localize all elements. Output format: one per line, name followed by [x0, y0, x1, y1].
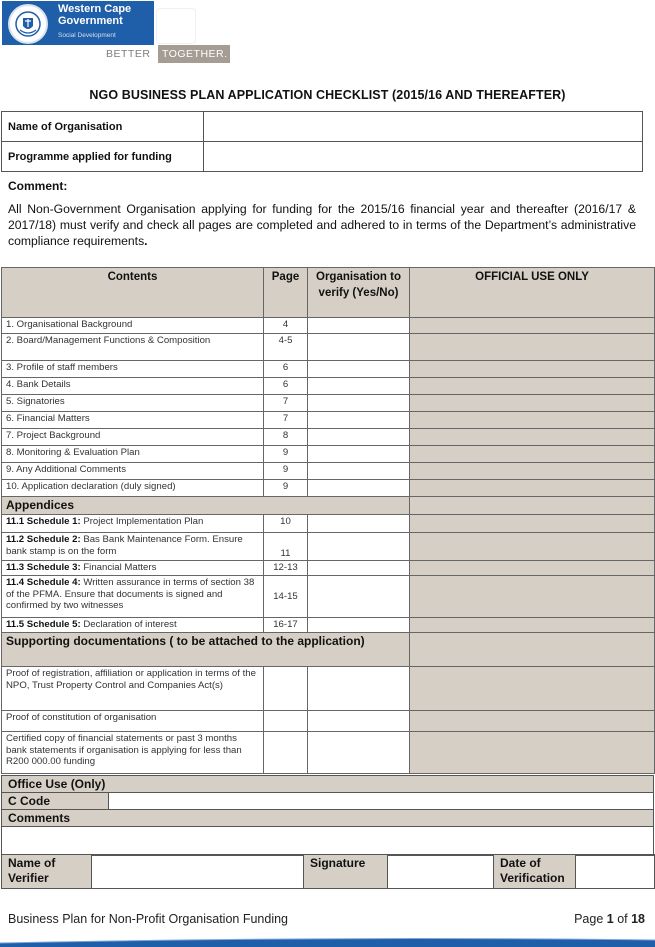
checklist-table: [1, 267, 655, 774]
header-page: Page: [264, 268, 308, 318]
government-logo: [2, 1, 154, 45]
appendix-label: 11.3 Schedule 3:: [6, 562, 81, 573]
appendix-text: [2, 515, 264, 533]
item-page: 4: [264, 318, 308, 334]
table-row: [2, 446, 655, 463]
item-page: 9: [264, 446, 308, 463]
government-name-line2: Government: [58, 15, 123, 27]
header-official-use: OFFICIAL USE ONLY: [410, 268, 655, 318]
item-text: 3. Profile of staff members: [2, 361, 264, 378]
verifier-name-field[interactable]: [92, 855, 304, 889]
appendices-section-row: [2, 497, 655, 515]
verification-date-field[interactable]: [576, 855, 655, 889]
table-row: [2, 561, 655, 576]
office-use-section: [1, 775, 654, 856]
verify-cell[interactable]: [308, 576, 410, 618]
item-text: 4. Bank Details: [2, 378, 264, 395]
official-cell: [410, 515, 655, 533]
table-row: [2, 463, 655, 480]
verification-table: [1, 854, 655, 889]
page-current: 1: [606, 912, 614, 926]
appendix-desc: Project Implementation Plan: [80, 516, 204, 527]
verification-date-label: Date of Verification: [494, 855, 576, 889]
item-text: 1. Organisational Background: [2, 318, 264, 334]
tagline-right: TOGETHER.: [158, 45, 230, 63]
appendix-text: [2, 576, 264, 618]
comment-text-main: All Non-Government Organisation applying for funding for the 2015/16 financial year and thereafter (2016/17 & 2017/18) must verify and check all pages are completed and adhered to in terms of the Department’s administrative compliance requirements: [8, 202, 636, 248]
table-row: [2, 667, 655, 711]
table-row: [2, 429, 655, 446]
appendix-label: 11.2 Schedule 2:: [6, 534, 81, 545]
official-cell: [410, 732, 655, 774]
official-cell: [410, 633, 655, 667]
page-cell: [264, 667, 308, 711]
official-cell: [410, 618, 655, 633]
document-title: NGO BUSINESS PLAN APPLICATION CHECKLIST (2015/16 AND THEREAFTER): [89, 88, 566, 102]
comment-text-end: .: [144, 234, 148, 248]
verify-cell[interactable]: [308, 463, 410, 480]
verify-cell[interactable]: [308, 480, 410, 497]
item-page: 9: [264, 480, 308, 497]
official-cell: [410, 378, 655, 395]
appendix-text: [2, 533, 264, 561]
item-page: 14-15: [264, 576, 308, 618]
appendices-heading: Appendices: [2, 497, 410, 515]
comments-heading: Comments: [2, 810, 653, 827]
signature-field[interactable]: [388, 855, 494, 889]
official-cell: [410, 429, 655, 446]
item-text: 5. Signatories: [2, 395, 264, 412]
verify-cell[interactable]: [308, 361, 410, 378]
verify-cell[interactable]: [308, 533, 410, 561]
official-cell: [410, 446, 655, 463]
item-text: 2. Board/Management Functions & Composition: [2, 334, 264, 361]
page-cell: [264, 711, 308, 732]
appendix-label: 11.1 Schedule 1:: [6, 516, 81, 527]
item-page: 12-13: [264, 561, 308, 576]
official-cell: [410, 667, 655, 711]
table-row: [2, 533, 655, 561]
government-name: [58, 3, 131, 27]
tagline-left: BETTER: [106, 48, 151, 60]
item-text: 8. Monitoring & Evaluation Plan: [2, 446, 264, 463]
table-row: [2, 711, 655, 732]
c-code-row: [2, 793, 653, 810]
tagline: [102, 45, 230, 63]
table-row: [2, 515, 655, 533]
comments-field[interactable]: [2, 827, 653, 856]
item-page: 8: [264, 429, 308, 446]
comment-text: [8, 201, 636, 249]
verify-cell[interactable]: [308, 429, 410, 446]
checklist-header-row: [2, 268, 655, 318]
table-row: [2, 318, 655, 334]
item-text: 10. Application declaration (duly signed): [2, 480, 264, 497]
appendix-desc: Written assurance in terms of section 38 of the PFMA. Ensure that documents is signed and confirmed by two witnesses: [6, 577, 255, 611]
official-cell: [410, 711, 655, 732]
item-text: 6. Financial Matters: [2, 412, 264, 429]
page-of: of: [613, 912, 632, 926]
organisation-info-table: [1, 111, 643, 172]
organisation-name-label: Name of Organisation: [2, 112, 204, 142]
item-page: 6: [264, 378, 308, 395]
official-cell: [410, 395, 655, 412]
appendix-label: 11.4 Schedule 4:: [6, 577, 81, 588]
official-cell: [410, 497, 655, 515]
official-cell: [410, 318, 655, 334]
item-page: 11: [264, 533, 308, 561]
item-page: 16-17: [264, 618, 308, 633]
comment-label: Comment:: [8, 179, 68, 193]
verify-cell[interactable]: [308, 561, 410, 576]
verify-cell[interactable]: [308, 334, 410, 361]
item-page: 4-5: [264, 334, 308, 361]
verify-cell[interactable]: [308, 667, 410, 711]
government-name-line1: Western Cape: [58, 3, 132, 15]
verify-cell[interactable]: [308, 618, 410, 633]
appendix-desc: Bas Bank Maintenance Form. Ensure bank stamp is on the form: [6, 534, 243, 557]
official-cell: [410, 576, 655, 618]
supporting-text: Proof of constitution of organisation: [2, 711, 264, 732]
table-row: [2, 395, 655, 412]
table-row: [2, 412, 655, 429]
verify-cell[interactable]: [308, 395, 410, 412]
table-row: [2, 378, 655, 395]
appendix-text: [2, 618, 264, 633]
official-cell: [410, 463, 655, 480]
header-verify: Organisation to verify (Yes/No): [308, 268, 410, 318]
appendix-desc: Declaration of interest: [80, 619, 177, 630]
footer-bar: [0, 934, 655, 947]
table-row: [2, 334, 655, 361]
verify-cell[interactable]: [308, 732, 410, 774]
signature-label: Signature: [304, 855, 388, 889]
table-row: [2, 576, 655, 618]
official-cell: [410, 533, 655, 561]
verify-cell[interactable]: [308, 412, 410, 429]
table-row: [2, 480, 655, 497]
table-row: [2, 361, 655, 378]
page-number: [574, 912, 645, 926]
item-text: 7. Project Background: [2, 429, 264, 446]
appendix-text: [2, 561, 264, 576]
official-cell: [410, 480, 655, 497]
item-page: 7: [264, 412, 308, 429]
c-code-label: C Code: [8, 794, 50, 808]
supporting-text: Certified copy of financial statements or past 3 months bank statements if organisation is applying for less than R200 000.00 funding: [2, 732, 264, 774]
verify-cell[interactable]: [308, 446, 410, 463]
footer-title: Business Plan for Non-Profit Organisation Funding: [8, 912, 289, 926]
coat-of-arms-icon: [8, 4, 48, 44]
item-page: 10: [264, 515, 308, 533]
programme-label: Programme applied for funding: [2, 142, 204, 172]
appendix-label: 11.5 Schedule 5:: [6, 619, 81, 630]
verify-cell[interactable]: [308, 378, 410, 395]
supporting-section-row: [2, 633, 655, 667]
item-text: 9. Any Additional Comments: [2, 463, 264, 480]
organisation-name-field[interactable]: [204, 112, 643, 142]
appendix-desc: Financial Matters: [80, 562, 157, 573]
verify-cell[interactable]: [308, 318, 410, 334]
supporting-text: Proof of registration, affiliation or application in terms of the NPO, Trust Property Control and Companies Act(s): [2, 667, 264, 711]
item-page: 7: [264, 395, 308, 412]
item-page: 9: [264, 463, 308, 480]
watermark-emblem: [156, 8, 196, 44]
page-total: 18: [631, 912, 645, 926]
page-cell: [264, 732, 308, 774]
office-use-heading: Office Use (Only): [2, 776, 653, 793]
verify-cell[interactable]: [308, 515, 410, 533]
department-name: Social Development: [58, 32, 116, 39]
verify-cell[interactable]: [308, 711, 410, 732]
item-page: 6: [264, 361, 308, 378]
official-cell: [410, 561, 655, 576]
verifier-name-label: Name of Verifier: [2, 855, 92, 889]
header-contents: Contents: [2, 268, 264, 318]
official-cell: [410, 334, 655, 361]
table-row: [2, 618, 655, 633]
table-row: [2, 732, 655, 774]
page-prefix: Page: [574, 912, 607, 926]
c-code-field[interactable]: [108, 793, 653, 809]
programme-field[interactable]: [204, 142, 643, 172]
official-cell: [410, 412, 655, 429]
supporting-heading: Supporting documentations ( to be attached to the application): [2, 633, 410, 667]
official-cell: [410, 361, 655, 378]
